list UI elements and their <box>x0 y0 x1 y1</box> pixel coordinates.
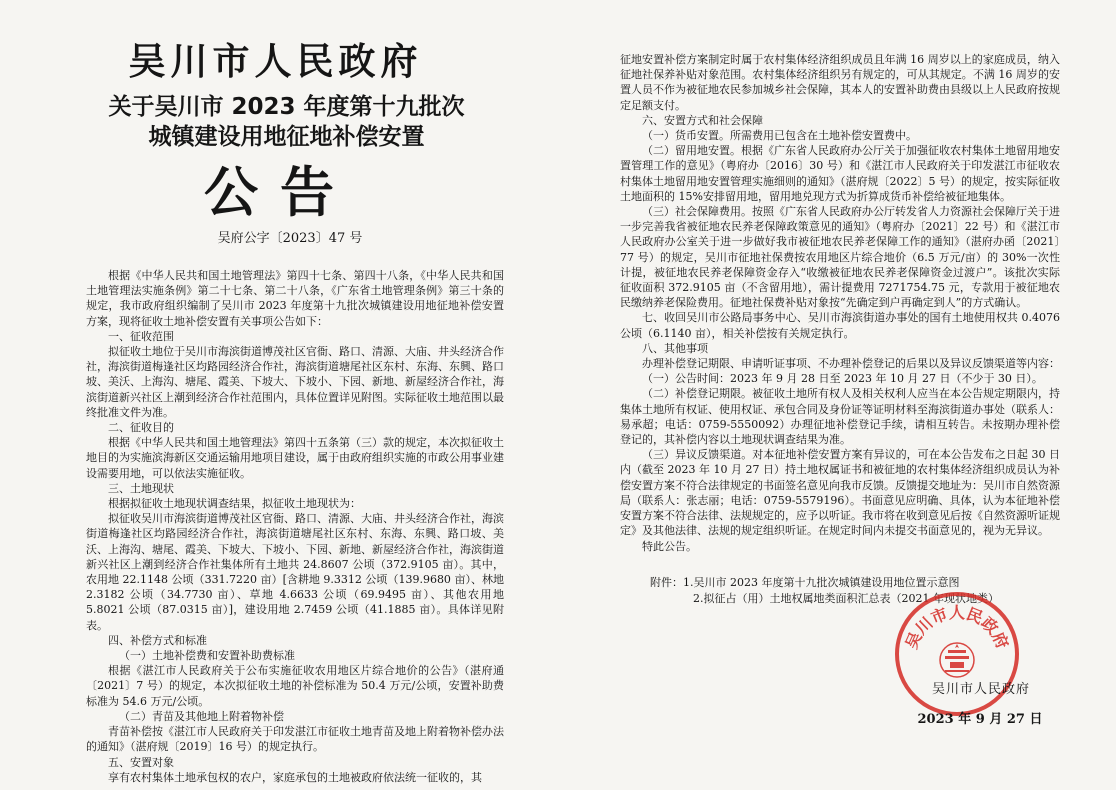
left-paragraph: 二、征收目的 <box>108 421 174 435</box>
right-paragraph: 征地安置补偿方案制定时属于农村集体经济组织成员且年满 16 周岁以上的家庭成员，纳入征地社保养补贴对象范围。农村集体经济组织另有规定的，可从其规定。不满 16 周岁的安置人员不作为被征地农民参加城乡社会保障，其本人的安置补助费由县级以上人民政府按规定足额支付。 <box>620 53 1060 112</box>
right-paragraph: （二）留用地安置。根据《广东省人民政府办公厅关于加强征收农村集体土地留用地安置管理工作的意见》（粤府办〔2016〕30 号）和《湛江市人民政府关于印发湛江市征收农村集体土地留用地安置管理实施细则的通知》（湛府规〔2022〕5 号）的规定，按实际征收土地面积的 15%安排留用地，留用地兑现方式为折算成货币补偿给被征地集体。 <box>620 144 1060 203</box>
document-number: 吴府公字〔2023〕47 号 <box>217 231 363 246</box>
right-paragraph: 七、收回吴川市公路局事务中心、吴川市海滨街道办事处的国有土地使用权共 0.4076 公顷（6.1140 亩），相关补偿按有关规定执行。 <box>620 311 1060 340</box>
left-paragraph: 五、安置对象 <box>108 755 174 769</box>
left-paragraph: 享有农村集体土地承包权的农户，家庭承包的土地被政府依法统一征收的，其 <box>108 770 482 784</box>
notice-heading: 公告 <box>204 161 356 224</box>
left-paragraph: 青苗补偿按《湛江市人民政府关于印发湛江市征收土地青苗及地上附着物补偿办法的通知》（湛府规〔2019〕16 号）的规定执行。 <box>86 725 504 754</box>
left-paragraph: （二）青苗及其他地上附着物补偿 <box>119 709 284 723</box>
left-paragraph: 根据《中华人民共和国土地管理法》第四十五条第（三）款的规定，本次拟征收土地目的为实施滨海新区交通运输用地项目建设，属于由政府组织实施的市政公用事业建设需要用地，可以依法实施征收。 <box>86 436 504 480</box>
left-body-text <box>86 268 504 785</box>
left-paragraph: （一）土地补偿费和安置补助费标准 <box>119 649 295 663</box>
right-paragraph: （二）补偿登记期限。被征收土地所有权人及相关权利人应当在本公告规定期限内，持集体土地所有权证、使用权证、承包合同及身份证等证明材料至海滨街道办事处（联系人：易承超；电话：0759-5550092）办理征地补偿登记手续，请相互转告。未按期办理补偿登记的，其补偿内容以土地现状调查结果为准。 <box>620 387 1060 447</box>
right-paragraph: 特此公告。 <box>642 539 697 553</box>
government-name: 吴川市人民政府 <box>128 40 423 83</box>
left-paragraph: 根据拟征收土地现状调查结果，拟征收土地现状为： <box>108 497 361 511</box>
right-paragraph: （三）异议反馈渠道。对本征地补偿安置方案有异议的，可在本公告发布之日起 30 日内（截至 2023 年 10 月 27 日）持土地权属证书和被征地的农村集体经济组织成员认为补偿安置方案不符合法律规定的书面签名意见向我市反馈。反馈提交地址为：吴川市自然资源局（联系人：张志丽；电话：0759-5579196）。书面意见应明确、具体，认为本征地补偿安置方案不符合法律、法规规定的，应予以听证。我市将在收到意见后按《自然资源听证规定》及其他法律、法规的规定组织听证。在规定时间内未提交书面意见的，视为无异议。 <box>620 448 1060 538</box>
left-paragraph: 三、土地现状 <box>108 481 174 495</box>
right-paragraph: 六、安置方式和社会保障 <box>642 113 763 127</box>
right-paragraph: （三）社会保障费用。按照《广东省人民政府办公厅转发省人力资源社会保障厅关于进一步完善我省被征地农民养老保障政策意见的通知》（粤府办〔2021〕22 号）和《湛江市人民政府办公室关于进一步做好我市被征地农民养老保障工作的通知》（湛府办函〔2021〕77 号）的规定，吴川市征地社保费按农用地区片综合地价（6.5 万元/亩）的 30%一次性计提，被征地农民养老保障资金存入“收缴被征地农民养老保障资金过渡户”。该批次实际征收面积 372.9105 亩（不含留用地），需计提费用 7271754.75 元，专款用于被征地农民缴纳养老保险费用。征地社保费补贴对象按“先确定到户再确定到人”的方式确认。 <box>620 205 1060 310</box>
title-line-1: 关于吴川市 2023 年度第十九批次 <box>108 94 465 120</box>
attachment-2: 2.拟征占（用）土地权属地类面积汇总表（2021 年现状地类） <box>693 592 999 605</box>
left-paragraph: 一、征收范围 <box>108 329 174 343</box>
right-paragraph: （一）货币安置。所需费用已包含在土地补偿安置费中。 <box>642 129 917 143</box>
issue-date: 2023 年 9 月 27 日 <box>917 712 1043 727</box>
right-paragraph: （一）公告时间：2023 年 9 月 28 日至 2023 年 10 月 27 日（不少于 30 日）。 <box>642 372 1043 386</box>
left-paragraph: 四、补偿方式和标准 <box>108 633 207 647</box>
issuer-name: 吴川市人民政府 <box>931 682 1030 697</box>
right-body-text <box>620 52 1060 554</box>
right-paragraph: 八、其他事项 <box>642 341 708 355</box>
title-line-2: 城镇建设用地征地补偿安置 <box>148 124 425 150</box>
svg-text:吴川市人民政府: 吴川市人民政府 <box>901 603 1013 652</box>
left-paragraph: 根据《中华人民共和国土地管理法》第四十七条、第四十八条，《中华人民共和国土地管理法实施条例》第二十七条、第二十八条，《广东省土地管理条例》第三十条的规定，我市政府组织编制了吴川市 2023 年度第十九批次城镇建设用地征地补偿安置方案，现将征收土地补偿安置有关事项公告如下： <box>86 269 504 328</box>
attachment-1: 附件：1.吴川市 2023 年度第十九批次城镇建设用地位置示意图 <box>650 576 960 589</box>
left-paragraph: 拟征收土地位于吴川市海滨街道博茂社区官衙、路口、清源、大庙、井头经济合作社，海滨街道梅逢社区均路园经济合作社，海滨街道塘尾社区东村、东海、东興、路口坡、美沃、上海沟、塘尾、霞美、下坡大、下坡小、下园、新地、新屋经济合作社，海滨街道新兴社区上潮到经济合作社范围内，具体位置详见附图。实际征收土地范围以最终批准文件为准。 <box>86 345 504 419</box>
right-paragraph: 办理补偿登记期限、申请听证事项、不办理补偿登记的后果以及异议反馈渠道等内容： <box>642 357 1060 371</box>
left-paragraph: 拟征收吴川市海滨街道博茂社区官衙、路口、清源、大庙、井头经济合作社，海滨街道梅逢社区均路园经济合作社，海滨街道塘尾社区东村、东海、东興、路口坡、美沃、上海沟、塘尾、霞美、下坡大、下坡小、下园、新地、新屋经济合作社，海滨街道新兴社区上潮到经济合作社集体所有土地共 24.8607 公顷（372.9105 亩）。其中，农用地 22.1148 公顷（331.7220 亩）[含耕地 9.3312 公顷（139.9680 亩）、林地 2.3182 公顷（34.7730 亩）、草地 4.6633 公顷（69.9495 亩）、其他农用地 5.8021 公顷（87.0315 亩）]，建设用地 2.7459 公顷（41.1885 亩）。具体详见附表。 <box>86 512 504 632</box>
left-paragraph: 根据《湛江市人民政府关于公布实施征收农用地区片综合地价的公告》（湛府通〔2021〕7 号）的规定，本次拟征收土地的补偿标准为 50.4 万元/公顷，安置补助费标准为 54.6 万元/公顷。 <box>86 664 504 708</box>
